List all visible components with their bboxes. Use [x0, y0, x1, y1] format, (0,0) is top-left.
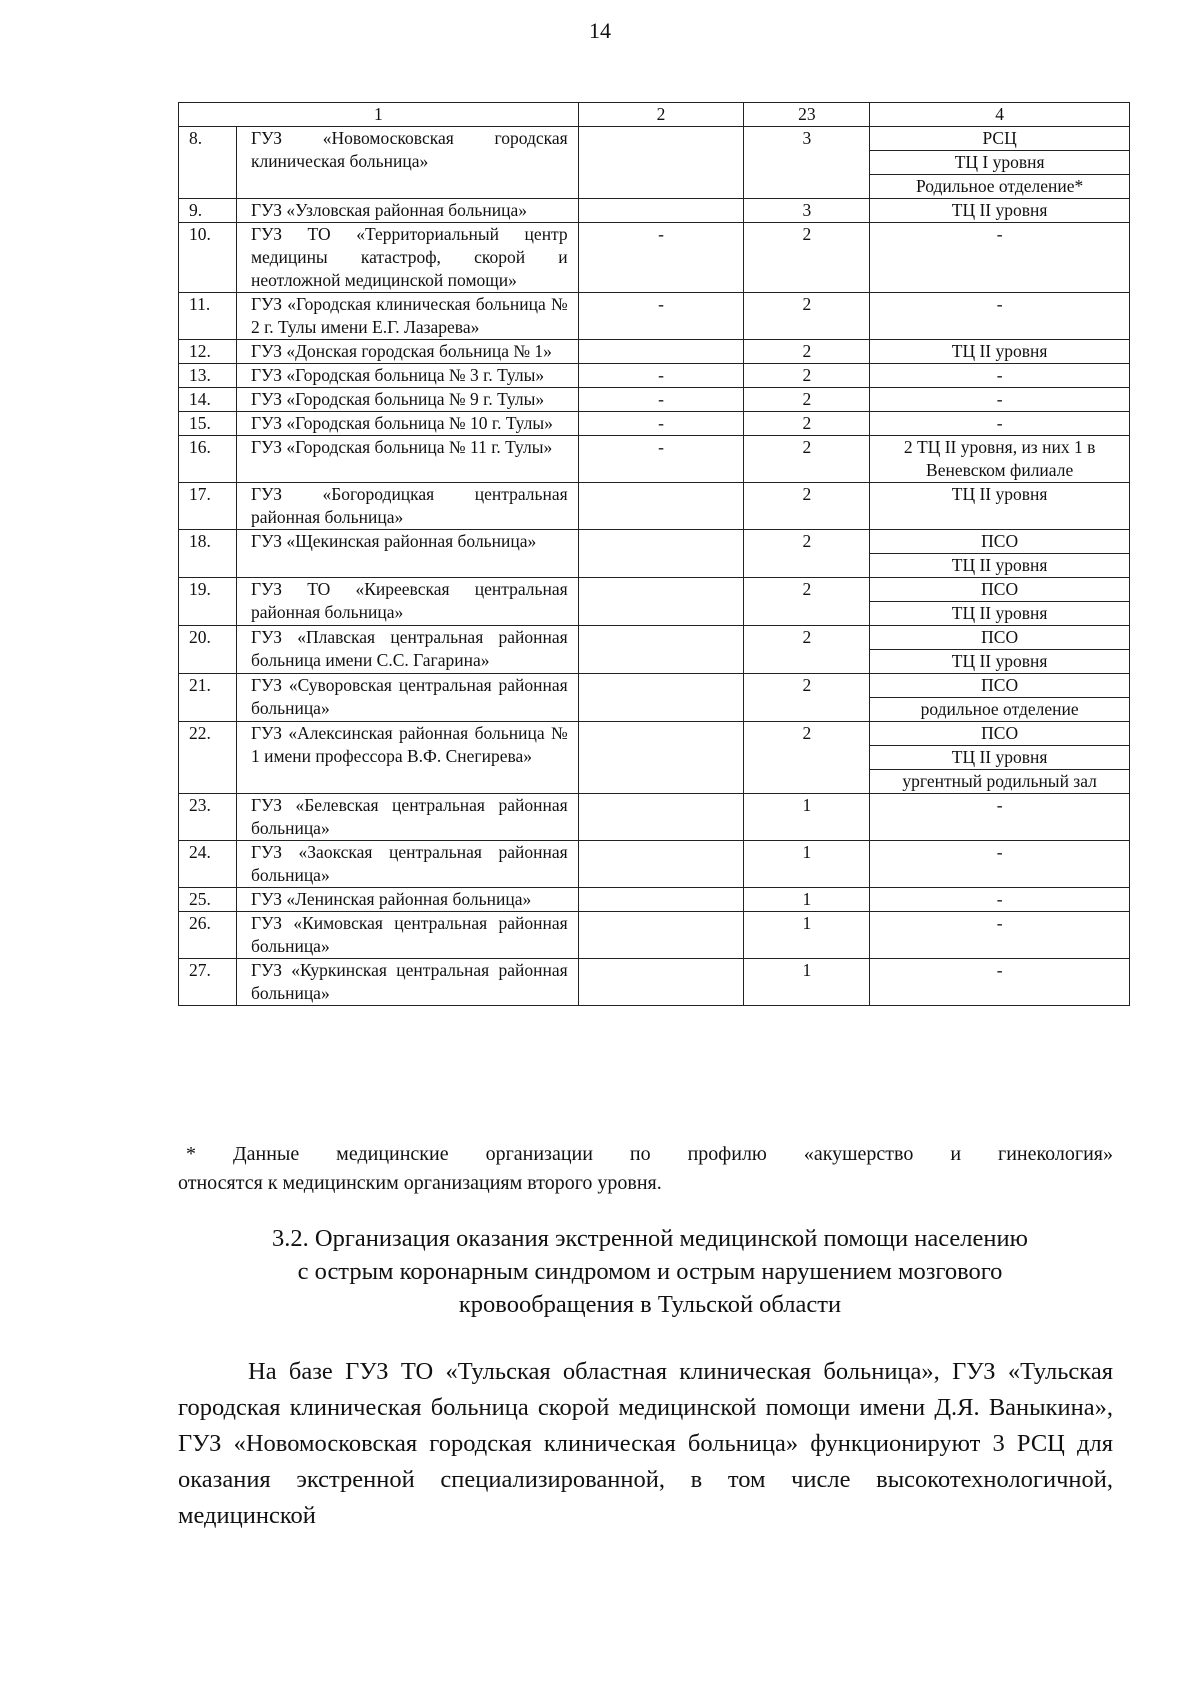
column-3-value: 2 — [744, 364, 870, 388]
section-title-line-2: с острым коронарным синдромом и острым нарушением мозгового — [297, 1258, 1003, 1285]
hospital-table — [178, 102, 1130, 1006]
table-row — [179, 674, 1130, 722]
organization-name: ГУЗ «Городская больница № 9 г. Тулы» — [236, 388, 578, 412]
column-2-value — [578, 199, 744, 223]
column-4-entry: РСЦ — [870, 127, 1129, 151]
column-4-cell — [870, 674, 1130, 722]
column-4-entry: ТЦ II уровня — [951, 651, 1048, 671]
organization-name: ГУЗ «Городская клиническая больница № 2 г. Тулы имени Е.Г. Лазарева» — [236, 293, 578, 340]
organization-name: ГУЗ «Городская больница № 11 г. Тулы» — [236, 436, 578, 483]
row-number: 26. — [179, 912, 237, 959]
column-4-entry: - — [996, 413, 1003, 433]
row-number: 14. — [179, 388, 237, 412]
table-row — [179, 364, 1130, 388]
row-number: 20. — [179, 626, 237, 674]
table-row — [179, 388, 1130, 412]
table-row — [179, 293, 1130, 340]
column-4-cell — [870, 412, 1130, 436]
column-4-cell — [870, 841, 1130, 888]
row-number: 8. — [179, 127, 237, 199]
column-4-cell — [870, 530, 1130, 578]
column-4-cell — [870, 794, 1130, 841]
column-3-value: 1 — [744, 841, 870, 888]
column-4-entry: - — [996, 889, 1003, 909]
column-3-value: 2 — [744, 412, 870, 436]
organization-name: ГУЗ «Щекинская районная больница» — [236, 530, 578, 578]
column-2-value — [578, 959, 744, 1006]
organization-name: ГУЗ «Донская городская больница № 1» — [236, 340, 578, 364]
table-row — [179, 626, 1130, 674]
table-row — [179, 223, 1130, 293]
column-4-entry: ПСО — [870, 626, 1129, 650]
column-4-entry: ТЦ II уровня — [951, 484, 1048, 504]
row-number: 21. — [179, 674, 237, 722]
row-number: 15. — [179, 412, 237, 436]
row-number: 9. — [179, 199, 237, 223]
column-4-entry: - — [996, 389, 1003, 409]
table-row — [179, 888, 1130, 912]
column-2-value: - — [578, 388, 744, 412]
table-row — [179, 959, 1130, 1006]
column-4-entry: ТЦ II уровня — [951, 555, 1048, 575]
row-number: 18. — [179, 530, 237, 578]
column-4-entry: - — [996, 913, 1003, 933]
column-3-value: 1 — [744, 794, 870, 841]
column-3-value: 2 — [744, 293, 870, 340]
section-title-line-3: кровообращения в Тульской области — [458, 1291, 842, 1318]
column-4-entry: родильное отделение — [920, 699, 1079, 719]
column-3-value: 2 — [744, 674, 870, 722]
header-col-4: 4 — [870, 103, 1130, 127]
column-4-entry: ТЦ II уровня — [951, 341, 1048, 361]
column-4-cell — [870, 626, 1130, 674]
column-2-value — [578, 626, 744, 674]
column-4-entry: ПСО — [870, 674, 1129, 698]
column-4-entry: - — [996, 294, 1003, 314]
column-3-value: 2 — [744, 223, 870, 293]
table-row — [179, 436, 1130, 483]
column-2-value — [578, 841, 744, 888]
column-4-entry: - — [996, 224, 1003, 244]
column-2-value — [578, 674, 744, 722]
column-3-value: 2 — [744, 388, 870, 412]
organization-name: ГУЗ «Новомосковская городская клиническая больница» — [236, 127, 578, 199]
column-4-entry: ПСО — [870, 530, 1129, 554]
column-4-entry: 2 ТЦ II уровня, из них 1 в Веневском филиале — [903, 437, 1096, 480]
organization-name: ГУЗ «Городская больница № 10 г. Тулы» — [236, 412, 578, 436]
column-3-value: 2 — [744, 340, 870, 364]
table-row — [179, 722, 1130, 794]
organization-name: ГУЗ «Алексинская районная больница № 1 имени профессора В.Ф. Снегирева» — [236, 722, 578, 794]
column-3-value: 2 — [744, 722, 870, 794]
footnote-line-2: относятся к медицинским организациям второго уровня. — [178, 1172, 662, 1194]
row-number: 22. — [179, 722, 237, 794]
column-4-cell — [870, 959, 1130, 1006]
row-number: 24. — [179, 841, 237, 888]
column-3-value: 2 — [744, 436, 870, 483]
column-4-entry: ТЦ II уровня — [870, 746, 1129, 770]
header-col-1: 1 — [179, 103, 579, 127]
organization-name: ГУЗ «Кимовская центральная районная больница» — [236, 912, 578, 959]
column-3-value: 2 — [744, 530, 870, 578]
column-3-value: 2 — [744, 626, 870, 674]
row-number: 19. — [179, 578, 237, 626]
organization-name: ГУЗ «Узловская районная больница» — [236, 199, 578, 223]
column-3-value: 1 — [744, 959, 870, 1006]
footnote-line-1: * Данные медицинские организации по профилю «акушерство и гинекология» — [186, 1143, 1113, 1165]
column-2-value: - — [578, 412, 744, 436]
organization-name: ГУЗ «Суворовская центральная районная больница» — [236, 674, 578, 722]
column-4-cell — [870, 912, 1130, 959]
column-2-value — [578, 483, 744, 530]
organization-name: ГУЗ «Плавская центральная районная больница имени С.С. Гагарина» — [236, 626, 578, 674]
column-2-value: - — [578, 364, 744, 388]
column-4-cell — [870, 578, 1130, 626]
body-paragraph — [178, 1354, 1113, 1534]
table-row — [179, 578, 1130, 626]
organization-name: ГУЗ ТО «Территориальный центр медицины катастроф, скорой и неотложной медицинской помощи» — [236, 223, 578, 293]
column-2-value — [578, 722, 744, 794]
row-number: 27. — [179, 959, 237, 1006]
organization-name: ГУЗ «Белевская центральная районная больница» — [236, 794, 578, 841]
table-row — [179, 530, 1130, 578]
column-3-value: 2 — [744, 483, 870, 530]
column-3-value: 1 — [744, 912, 870, 959]
table-row — [179, 127, 1130, 199]
row-number: 10. — [179, 223, 237, 293]
column-4-entry: ПСО — [870, 578, 1129, 602]
row-number: 12. — [179, 340, 237, 364]
table-row — [179, 841, 1130, 888]
column-4-entry: ургентный родильный зал — [902, 771, 1097, 791]
table-row — [179, 483, 1130, 530]
table-row — [179, 794, 1130, 841]
column-2-value: - — [578, 293, 744, 340]
column-4-entry: - — [996, 960, 1003, 980]
row-number: 25. — [179, 888, 237, 912]
column-4-cell — [870, 436, 1130, 483]
column-4-entry: ТЦ II уровня — [951, 200, 1048, 220]
column-4-cell — [870, 223, 1130, 293]
row-number: 13. — [179, 364, 237, 388]
column-3-value: 3 — [744, 127, 870, 199]
column-4-entry: ТЦ II уровня — [951, 603, 1048, 623]
organization-name: ГУЗ «Заокская центральная районная больница» — [236, 841, 578, 888]
table-row — [179, 912, 1130, 959]
column-4-cell — [870, 888, 1130, 912]
organization-name: ГУЗ «Ленинская районная больница» — [236, 888, 578, 912]
column-2-value — [578, 578, 744, 626]
row-number: 17. — [179, 483, 237, 530]
column-3-value: 2 — [744, 578, 870, 626]
column-2-value — [578, 530, 744, 578]
column-4-entry: - — [996, 795, 1003, 815]
column-2-value — [578, 794, 744, 841]
column-3-value: 3 — [744, 199, 870, 223]
header-col-2: 2 — [578, 103, 744, 127]
organization-name: ГУЗ «Городская больница № 3 г. Тулы» — [236, 364, 578, 388]
column-4-entry: ТЦ I уровня — [870, 151, 1129, 175]
column-4-entry: - — [996, 365, 1003, 385]
section-title-line-1: 3.2. Организация оказания экстренной медицинской помощи населению — [272, 1225, 1028, 1252]
row-number: 16. — [179, 436, 237, 483]
table-body — [179, 103, 1130, 1006]
table-row — [179, 199, 1130, 223]
column-4-cell — [870, 340, 1130, 364]
column-4-cell — [870, 293, 1130, 340]
column-2-value — [578, 912, 744, 959]
column-3-value: 1 — [744, 888, 870, 912]
row-number: 23. — [179, 794, 237, 841]
organization-name: ГУЗ «Куркинская центральная районная больница» — [236, 959, 578, 1006]
column-4-entry: - — [996, 842, 1003, 862]
column-2-value: - — [578, 436, 744, 483]
body-paragraph-text: На базе ГУЗ ТО «Тульская областная клиническая больница», ГУЗ «Тульская городская клиническая больница скорой медицинской помощи имени Д.Я. Ваныкина», ГУЗ «Новомосковская городская клиническая больница» функционируют 3 РСЦ для оказания экстренной специализированной, в том числе высокотехнологичной, медицинской — [178, 1358, 1113, 1529]
page-number: 14 — [589, 18, 611, 43]
section-title — [190, 1222, 1110, 1321]
header-col-3: 23 — [744, 103, 870, 127]
organization-name: ГУЗ «Богородицкая центральная районная больница» — [236, 483, 578, 530]
column-4-cell — [870, 483, 1130, 530]
column-4-cell — [870, 364, 1130, 388]
column-4-cell — [870, 199, 1130, 223]
column-2-value: - — [578, 223, 744, 293]
footnote — [178, 1140, 1113, 1198]
column-2-value — [578, 340, 744, 364]
column-4-entry: ПСО — [870, 722, 1129, 746]
column-4-cell — [870, 388, 1130, 412]
column-2-value — [578, 127, 744, 199]
column-4-cell — [870, 127, 1130, 199]
column-4-cell — [870, 722, 1130, 794]
table-header-row — [179, 103, 1130, 127]
column-4-entry: Родильное отделение* — [915, 176, 1084, 196]
organization-name: ГУЗ ТО «Киреевская центральная районная больница» — [236, 578, 578, 626]
row-number: 11. — [179, 293, 237, 340]
table-row — [179, 340, 1130, 364]
table-row — [179, 412, 1130, 436]
column-2-value — [578, 888, 744, 912]
